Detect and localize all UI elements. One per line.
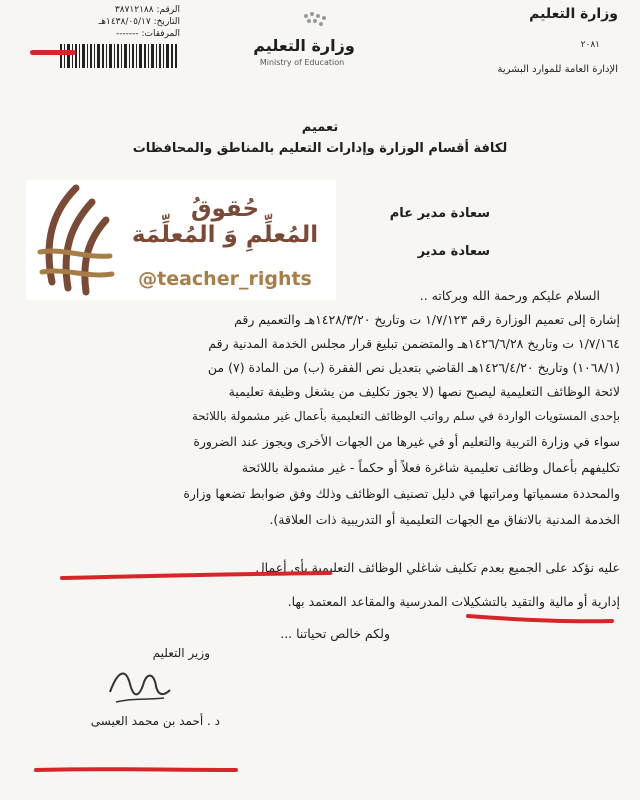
body-line-6: سواء في وزارة التربية والتعليم أو في غيرها من الجهات الأخرى ويجوز عند الضرورة — [193, 434, 620, 449]
ministry-logo-title: وزارة التعليم — [253, 36, 355, 55]
body-line-9: الخدمة المدنية بالاتفاق مع الجهات التعليمية أو التدريبية ذات العلاقة). — [269, 512, 620, 527]
watermark-brand-line2: المُعلِّمِ وَ المُعلِّمَة — [131, 222, 319, 248]
ministry-department: الإدارة العامة للموارد البشرية — [497, 64, 618, 75]
red-bottom-mark — [0, 760, 640, 780]
ministry-name-right: وزارة التعليم — [529, 6, 618, 22]
circular-title: تعميم — [301, 120, 339, 135]
body-line-4: لائحة الوظائف التعليمية ليصبح نصها (لا يجوز تكليف من يشغل وظيفة تعليمية — [228, 384, 620, 399]
watermark-brand-line1: حُقوقُ — [190, 196, 260, 222]
signature-block — [60, 624, 210, 660]
signatory-name: د . أحمد بن محمد العيسى — [90, 714, 220, 728]
body-line-3: (١٠٦٨/١) وتاريخ ١٤٢٦/٤/٢٠هـ القاضي بتعديل نص الفقرة (ب) من المادة (٧) من — [207, 360, 620, 375]
signatory-title: وزير التعليم — [152, 646, 210, 660]
reference-meta — [60, 4, 180, 40]
body-line-1: إشارة إلى تعميم الوزارة رقم ١/٧/١٢٣ ت وتاريخ ١٤٢٨/٣/٢٠هـ والتعميم رقم — [234, 312, 620, 327]
body-line-7: تكليفهم بأعمال وظائف تعليمية شاغرة فعلاً أو حكماً - غير مشمولة باللائحة — [241, 460, 620, 475]
salutation-2: سعادة مدير — [417, 244, 490, 259]
reference-number: الرقم: ٣٨٧١٢١٨٨ — [114, 5, 180, 15]
watermark-handle: @teacher_rights — [138, 268, 312, 290]
reference-date: التاريخ: ١٤٣٨/٠٥/١٧هـ — [98, 17, 180, 27]
ministry-number: ٢٠٨١ — [580, 40, 600, 50]
handwritten-signature-icon — [104, 662, 174, 708]
emphasis-line-1: عليه نؤكد على الجميع بعدم تكليف شاغلي الوظائف التعليمية بأي أعمال — [255, 560, 620, 575]
closing: ولكم خالص تحياتنا ... — [280, 626, 390, 641]
body-line-5: بإحدى المستويات الواردة في سلم رواتب الوظائف التعليمية بأعمال غير مشمولة باللائحة — [191, 409, 620, 423]
reference-attachments: المرفقات: ------- — [115, 29, 180, 39]
salutation-1: سعادة مدير عام — [389, 206, 490, 221]
body-line-2: ١/٧/١٦٤ ت وتاريخ ١٤٢٦/٦/٢٨هـ والمتضمن تبليغ قرار مجلس الخدمة المدنية رقم — [208, 336, 620, 351]
emphasis-line-2: إدارية أو مالية والتقيد بالتشكيلات المدرسية والمقاعد المعتمد بها. — [287, 594, 620, 609]
greeting: السلام عليكم ورحمة الله وبركاته .. — [419, 288, 600, 303]
circular-recipients: لكافة أقسام الوزارة وإدارات التعليم بالمناطق والمحافظات — [132, 141, 508, 156]
ministry-logo-subtitle: Ministry of Education — [259, 58, 345, 67]
watermark-brand — [118, 196, 332, 248]
red-highlight-mark — [30, 50, 76, 55]
barcode-icon — [60, 44, 178, 68]
circular-heading — [0, 120, 640, 156]
body-line-8: والمحددة مسمياتها ومراتبها في دليل تصنيف الوظائف وذلك وفق ضوابط تضعها وزارة — [183, 486, 620, 501]
calligraphy-logo-icon — [32, 182, 118, 298]
